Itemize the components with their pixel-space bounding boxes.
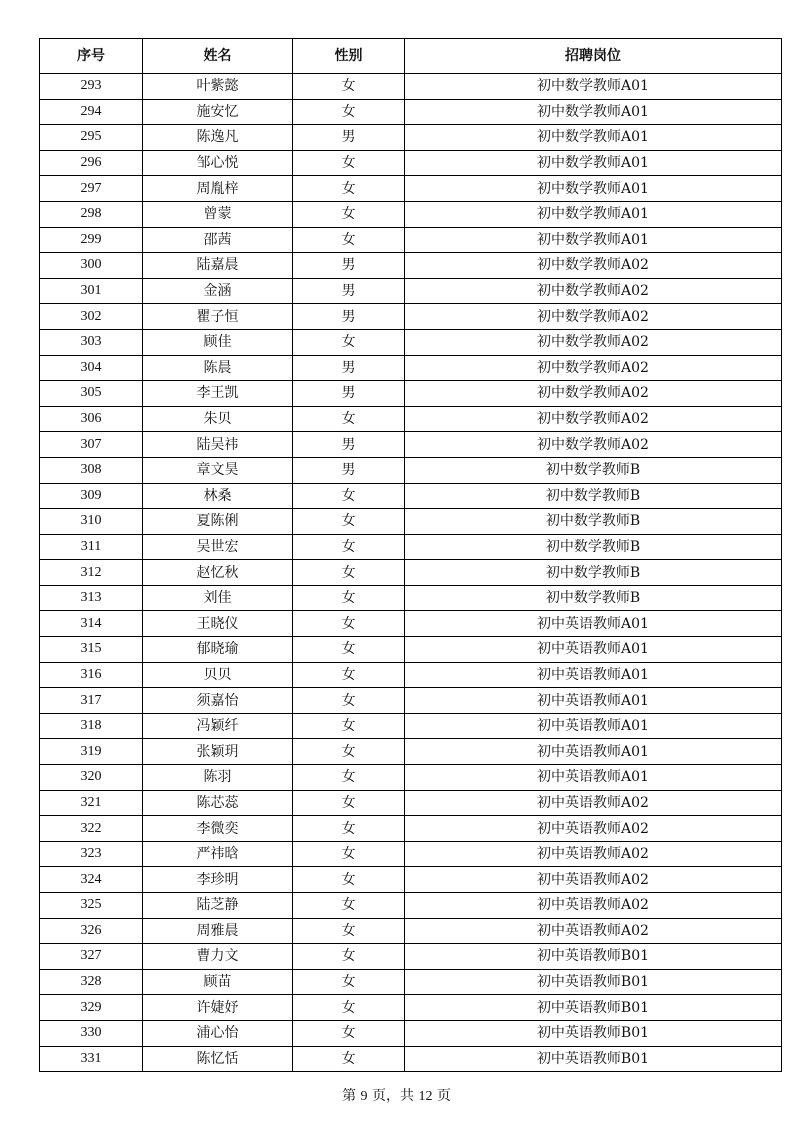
cell-serial-number: 327 bbox=[40, 944, 143, 970]
cell-name: 许婕妤 bbox=[143, 995, 293, 1021]
cell-gender: 女 bbox=[293, 74, 405, 100]
table-row bbox=[40, 509, 782, 535]
table-row bbox=[40, 74, 782, 100]
table-row bbox=[40, 483, 782, 509]
cell-position: 初中英语教师B01 bbox=[405, 969, 782, 995]
cell-gender: 女 bbox=[293, 1046, 405, 1072]
cell-position: 初中数学教师A02 bbox=[405, 253, 782, 279]
cell-gender: 女 bbox=[293, 944, 405, 970]
cell-name: 须嘉怡 bbox=[143, 688, 293, 714]
cell-name: 陈逸凡 bbox=[143, 125, 293, 151]
cell-position: 初中英语教师A01 bbox=[405, 739, 782, 765]
cell-gender: 女 bbox=[293, 995, 405, 1021]
cell-position: 初中数学教师A01 bbox=[405, 74, 782, 100]
cell-name: 刘佳 bbox=[143, 585, 293, 611]
cell-serial-number: 294 bbox=[40, 99, 143, 125]
cell-name: 李珍明 bbox=[143, 867, 293, 893]
cell-name: 周胤梓 bbox=[143, 176, 293, 202]
cell-serial-number: 319 bbox=[40, 739, 143, 765]
table-row bbox=[40, 432, 782, 458]
cell-serial-number: 293 bbox=[40, 74, 143, 100]
cell-gender: 女 bbox=[293, 201, 405, 227]
cell-serial-number: 311 bbox=[40, 534, 143, 560]
table-row bbox=[40, 150, 782, 176]
cell-serial-number: 314 bbox=[40, 611, 143, 637]
cell-position: 初中英语教师A01 bbox=[405, 713, 782, 739]
cell-position: 初中英语教师A01 bbox=[405, 662, 782, 688]
table-row bbox=[40, 278, 782, 304]
cell-serial-number: 305 bbox=[40, 381, 143, 407]
cell-name: 李王凯 bbox=[143, 381, 293, 407]
cell-name: 叶紫懿 bbox=[143, 74, 293, 100]
table-row bbox=[40, 790, 782, 816]
header-position: 招聘岗位 bbox=[405, 39, 782, 74]
table-row bbox=[40, 304, 782, 330]
cell-gender: 女 bbox=[293, 329, 405, 355]
cell-gender: 女 bbox=[293, 227, 405, 253]
cell-position: 初中英语教师A02 bbox=[405, 790, 782, 816]
cell-gender: 男 bbox=[293, 304, 405, 330]
cell-position: 初中英语教师A01 bbox=[405, 765, 782, 791]
cell-gender: 女 bbox=[293, 688, 405, 714]
cell-gender: 女 bbox=[293, 1020, 405, 1046]
table-row bbox=[40, 739, 782, 765]
cell-name: 曹力文 bbox=[143, 944, 293, 970]
table-row bbox=[40, 227, 782, 253]
cell-position: 初中数学教师A02 bbox=[405, 278, 782, 304]
table-row bbox=[40, 406, 782, 432]
cell-position: 初中数学教师A02 bbox=[405, 329, 782, 355]
footer-middle: 页，共 bbox=[372, 1088, 414, 1104]
cell-position: 初中数学教师B bbox=[405, 509, 782, 535]
cell-position: 初中英语教师A02 bbox=[405, 867, 782, 893]
cell-name: 陆嘉晨 bbox=[143, 253, 293, 279]
cell-name: 夏陈俐 bbox=[143, 509, 293, 535]
cell-serial-number: 309 bbox=[40, 483, 143, 509]
cell-name: 顾佳 bbox=[143, 329, 293, 355]
table-row bbox=[40, 1046, 782, 1072]
cell-name: 郁晓瑜 bbox=[143, 637, 293, 663]
cell-position: 初中英语教师A01 bbox=[405, 611, 782, 637]
cell-name: 朱贝 bbox=[143, 406, 293, 432]
cell-gender: 女 bbox=[293, 483, 405, 509]
cell-name: 陈羽 bbox=[143, 765, 293, 791]
cell-position: 初中数学教师B bbox=[405, 457, 782, 483]
cell-serial-number: 304 bbox=[40, 355, 143, 381]
cell-position: 初中数学教师A01 bbox=[405, 201, 782, 227]
cell-serial-number: 326 bbox=[40, 918, 143, 944]
cell-position: 初中数学教师B bbox=[405, 585, 782, 611]
cell-serial-number: 321 bbox=[40, 790, 143, 816]
cell-gender: 女 bbox=[293, 816, 405, 842]
cell-gender: 女 bbox=[293, 918, 405, 944]
cell-gender: 男 bbox=[293, 278, 405, 304]
cell-position: 初中数学教师A02 bbox=[405, 355, 782, 381]
table-row bbox=[40, 1020, 782, 1046]
cell-name: 顾苗 bbox=[143, 969, 293, 995]
cell-serial-number: 297 bbox=[40, 176, 143, 202]
footer-total-pages: 12 bbox=[418, 1089, 433, 1104]
cell-position: 初中数学教师A01 bbox=[405, 99, 782, 125]
cell-name: 浦心怡 bbox=[143, 1020, 293, 1046]
cell-serial-number: 312 bbox=[40, 560, 143, 586]
cell-position: 初中数学教师A01 bbox=[405, 125, 782, 151]
cell-position: 初中英语教师B01 bbox=[405, 944, 782, 970]
cell-serial-number: 320 bbox=[40, 765, 143, 791]
table-row bbox=[40, 355, 782, 381]
table-row bbox=[40, 125, 782, 151]
cell-gender: 女 bbox=[293, 534, 405, 560]
cell-name: 陈忆恬 bbox=[143, 1046, 293, 1072]
cell-serial-number: 296 bbox=[40, 150, 143, 176]
cell-position: 初中数学教师B bbox=[405, 483, 782, 509]
cell-gender: 女 bbox=[293, 841, 405, 867]
cell-serial-number: 301 bbox=[40, 278, 143, 304]
cell-name: 陈晨 bbox=[143, 355, 293, 381]
cell-gender: 男 bbox=[293, 457, 405, 483]
cell-serial-number: 322 bbox=[40, 816, 143, 842]
cell-position: 初中数学教师B bbox=[405, 534, 782, 560]
table-row bbox=[40, 688, 782, 714]
footer-prefix: 第 bbox=[342, 1088, 357, 1104]
cell-gender: 女 bbox=[293, 176, 405, 202]
cell-gender: 女 bbox=[293, 790, 405, 816]
cell-gender: 女 bbox=[293, 713, 405, 739]
cell-serial-number: 331 bbox=[40, 1046, 143, 1072]
header-gender: 性别 bbox=[293, 39, 405, 74]
cell-serial-number: 300 bbox=[40, 253, 143, 279]
table-row bbox=[40, 944, 782, 970]
cell-position: 初中数学教师A01 bbox=[405, 227, 782, 253]
cell-position: 初中英语教师A02 bbox=[405, 893, 782, 919]
cell-serial-number: 323 bbox=[40, 841, 143, 867]
cell-gender: 女 bbox=[293, 893, 405, 919]
cell-gender: 女 bbox=[293, 765, 405, 791]
cell-name: 曾蒙 bbox=[143, 201, 293, 227]
cell-position: 初中英语教师A02 bbox=[405, 841, 782, 867]
footer-page-number: 9 bbox=[360, 1089, 368, 1104]
table-row bbox=[40, 201, 782, 227]
cell-serial-number: 317 bbox=[40, 688, 143, 714]
table-row bbox=[40, 816, 782, 842]
table-row bbox=[40, 381, 782, 407]
header-serial-number: 序号 bbox=[40, 39, 143, 74]
table-row bbox=[40, 867, 782, 893]
cell-position: 初中英语教师B01 bbox=[405, 1020, 782, 1046]
cell-serial-number: 316 bbox=[40, 662, 143, 688]
cell-serial-number: 328 bbox=[40, 969, 143, 995]
cell-name: 金涵 bbox=[143, 278, 293, 304]
cell-name: 王晓仪 bbox=[143, 611, 293, 637]
cell-serial-number: 313 bbox=[40, 585, 143, 611]
cell-name: 冯颖纤 bbox=[143, 713, 293, 739]
cell-gender: 女 bbox=[293, 969, 405, 995]
cell-gender: 女 bbox=[293, 662, 405, 688]
table-header-row bbox=[40, 39, 782, 74]
table-row bbox=[40, 969, 782, 995]
page-footer bbox=[0, 1085, 793, 1105]
cell-serial-number: 325 bbox=[40, 893, 143, 919]
cell-serial-number: 302 bbox=[40, 304, 143, 330]
cell-name: 邵茜 bbox=[143, 227, 293, 253]
table-row bbox=[40, 611, 782, 637]
cell-position: 初中数学教师A02 bbox=[405, 381, 782, 407]
cell-position: 初中英语教师A01 bbox=[405, 688, 782, 714]
cell-position: 初中英语教师A02 bbox=[405, 918, 782, 944]
footer-suffix: 页 bbox=[436, 1088, 451, 1104]
cell-gender: 男 bbox=[293, 381, 405, 407]
cell-position: 初中数学教师A02 bbox=[405, 406, 782, 432]
cell-serial-number: 298 bbox=[40, 201, 143, 227]
roster-body bbox=[40, 74, 782, 1072]
header-name: 姓名 bbox=[143, 39, 293, 74]
cell-gender: 女 bbox=[293, 560, 405, 586]
table-row bbox=[40, 176, 782, 202]
cell-name: 周雅晨 bbox=[143, 918, 293, 944]
cell-name: 赵忆秋 bbox=[143, 560, 293, 586]
cell-name: 林桑 bbox=[143, 483, 293, 509]
cell-gender: 女 bbox=[293, 585, 405, 611]
cell-position: 初中数学教师A01 bbox=[405, 150, 782, 176]
table-row bbox=[40, 457, 782, 483]
cell-gender: 女 bbox=[293, 150, 405, 176]
cell-serial-number: 315 bbox=[40, 637, 143, 663]
cell-serial-number: 318 bbox=[40, 713, 143, 739]
cell-name: 陈芯蕊 bbox=[143, 790, 293, 816]
cell-position: 初中数学教师A02 bbox=[405, 432, 782, 458]
cell-gender: 女 bbox=[293, 867, 405, 893]
cell-name: 陆芝静 bbox=[143, 893, 293, 919]
table-row bbox=[40, 995, 782, 1021]
cell-gender: 女 bbox=[293, 739, 405, 765]
cell-name: 施安忆 bbox=[143, 99, 293, 125]
cell-serial-number: 299 bbox=[40, 227, 143, 253]
cell-gender: 女 bbox=[293, 611, 405, 637]
cell-gender: 男 bbox=[293, 125, 405, 151]
cell-name: 严祎晗 bbox=[143, 841, 293, 867]
cell-position: 初中英语教师B01 bbox=[405, 995, 782, 1021]
table-row bbox=[40, 560, 782, 586]
cell-serial-number: 303 bbox=[40, 329, 143, 355]
cell-name: 瞿子恒 bbox=[143, 304, 293, 330]
table-row bbox=[40, 893, 782, 919]
cell-gender: 男 bbox=[293, 355, 405, 381]
cell-position: 初中英语教师A02 bbox=[405, 816, 782, 842]
cell-serial-number: 329 bbox=[40, 995, 143, 1021]
cell-serial-number: 307 bbox=[40, 432, 143, 458]
cell-serial-number: 330 bbox=[40, 1020, 143, 1046]
cell-position: 初中数学教师B bbox=[405, 560, 782, 586]
cell-gender: 女 bbox=[293, 99, 405, 125]
cell-serial-number: 295 bbox=[40, 125, 143, 151]
cell-name: 张颖玥 bbox=[143, 739, 293, 765]
table-row bbox=[40, 713, 782, 739]
cell-serial-number: 324 bbox=[40, 867, 143, 893]
cell-name: 吴世宏 bbox=[143, 534, 293, 560]
table-row bbox=[40, 585, 782, 611]
cell-gender: 女 bbox=[293, 406, 405, 432]
cell-position: 初中数学教师A01 bbox=[405, 176, 782, 202]
table-row bbox=[40, 918, 782, 944]
table-row bbox=[40, 637, 782, 663]
table-row bbox=[40, 841, 782, 867]
cell-position: 初中英语教师B01 bbox=[405, 1046, 782, 1072]
cell-name: 李微奕 bbox=[143, 816, 293, 842]
cell-gender: 男 bbox=[293, 432, 405, 458]
cell-serial-number: 306 bbox=[40, 406, 143, 432]
cell-name: 陆吴祎 bbox=[143, 432, 293, 458]
cell-serial-number: 310 bbox=[40, 509, 143, 535]
table-row bbox=[40, 534, 782, 560]
cell-name: 邹心悦 bbox=[143, 150, 293, 176]
cell-position: 初中数学教师A02 bbox=[405, 304, 782, 330]
cell-gender: 女 bbox=[293, 509, 405, 535]
cell-name: 贝贝 bbox=[143, 662, 293, 688]
table-row bbox=[40, 253, 782, 279]
cell-position: 初中英语教师A01 bbox=[405, 637, 782, 663]
table-row bbox=[40, 662, 782, 688]
table-row bbox=[40, 765, 782, 791]
cell-name: 章文昊 bbox=[143, 457, 293, 483]
cell-gender: 男 bbox=[293, 253, 405, 279]
roster-table bbox=[39, 38, 782, 1072]
table-row bbox=[40, 99, 782, 125]
cell-serial-number: 308 bbox=[40, 457, 143, 483]
table-row bbox=[40, 329, 782, 355]
cell-gender: 女 bbox=[293, 637, 405, 663]
